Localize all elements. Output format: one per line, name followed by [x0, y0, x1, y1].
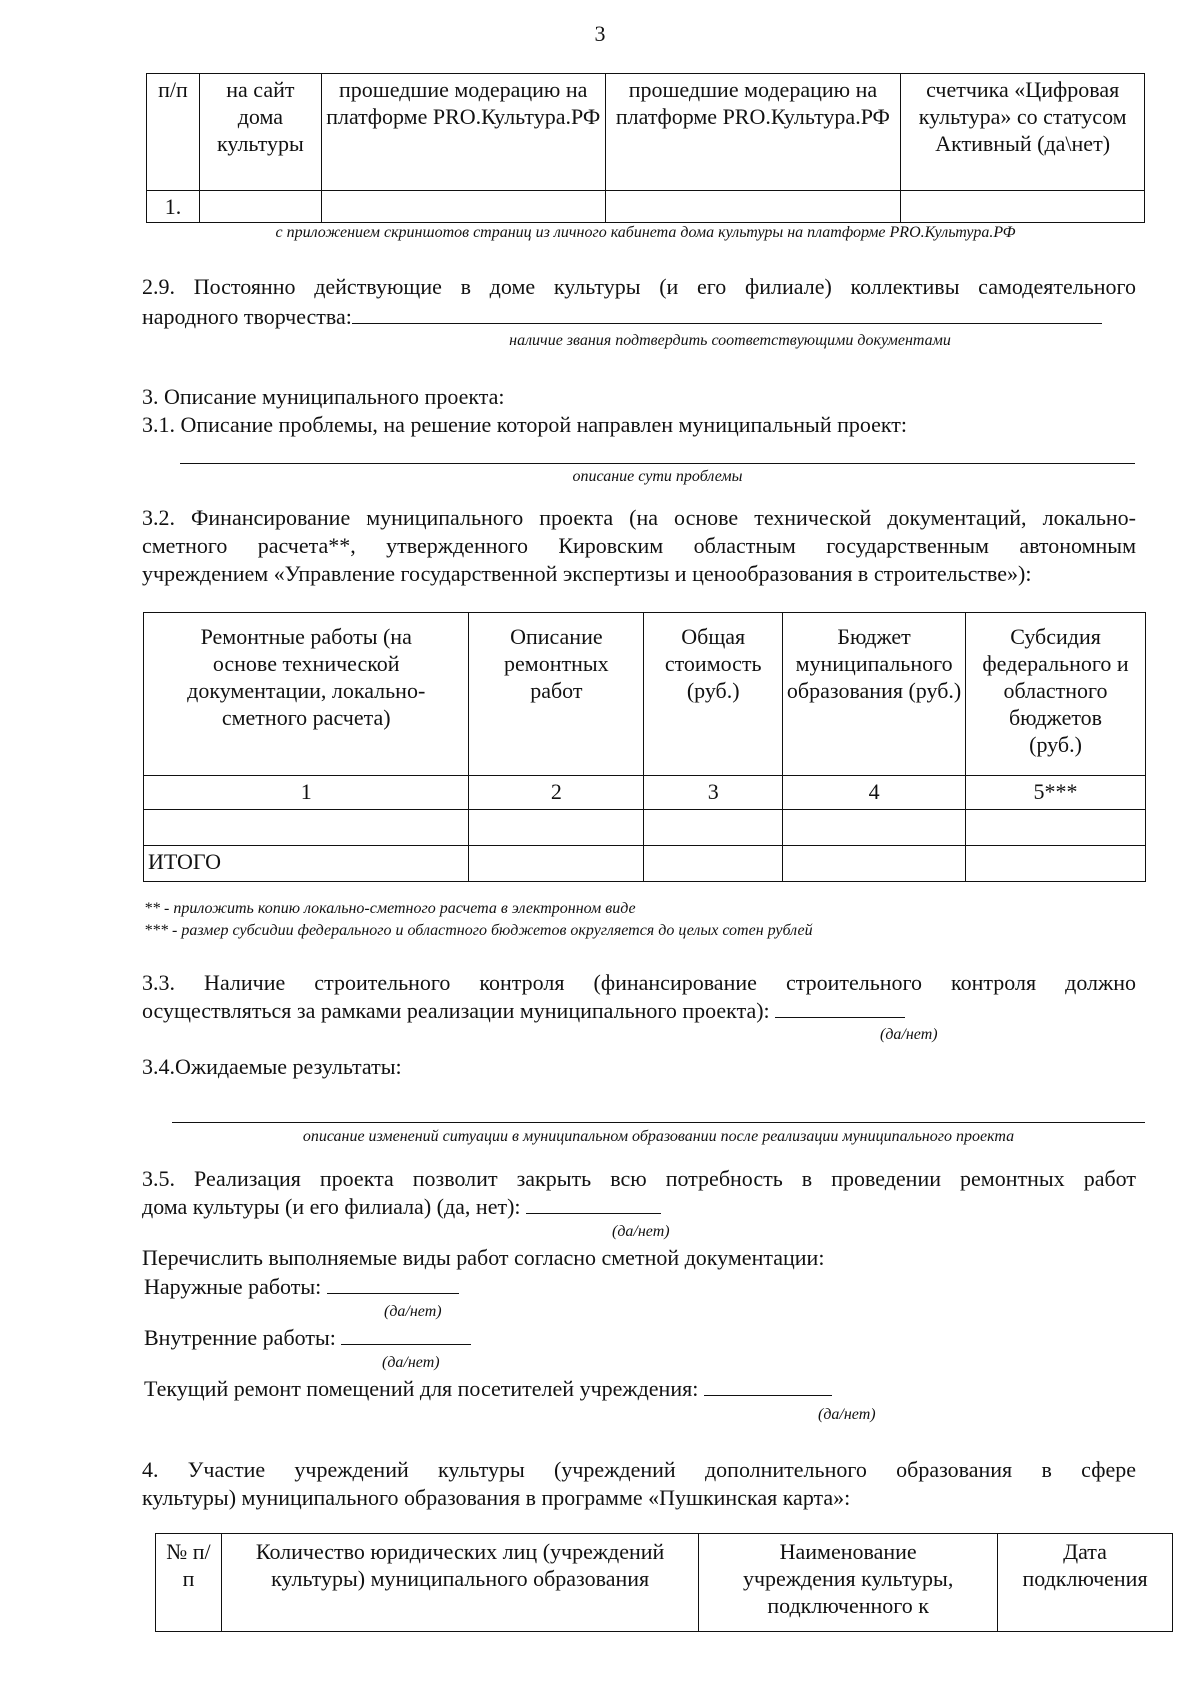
- s2-9-line2-text: народного творчества:: [142, 304, 352, 329]
- table-header-cell: Ремонтные работы (на основе технической документации, локально-сметного расчета): [144, 613, 469, 776]
- table-row: [147, 74, 1145, 191]
- s3-5-inner-note: (да/нет): [382, 1354, 440, 1371]
- table-cell: [966, 846, 1146, 882]
- table-cell: 1.: [147, 191, 200, 223]
- s3-5-current-note: (да/нет): [818, 1406, 876, 1423]
- table-cell: на сайт дома культуры: [199, 74, 321, 191]
- s3-5-inner-text: Внутренние работы:: [144, 1325, 336, 1350]
- s3-5-line1: 3.5. Реализация проекта позволит закрыть всю потребность в проведении ремонтных работ: [142, 1166, 1136, 1191]
- table-cell: п/п: [147, 74, 200, 191]
- table-cell: [469, 846, 644, 882]
- table-cell: [644, 846, 783, 882]
- s3-5-line2: [142, 1193, 661, 1220]
- table-header-cell: Субсидия федерального и областного бюджетов (руб.): [966, 613, 1146, 776]
- s3-5-current-blank: [704, 1375, 832, 1396]
- table-cell: [901, 191, 1145, 223]
- s3-2-line1: 3.2. Финансирование муниципального проекта (на основе технической документаций, локально-: [142, 505, 1136, 530]
- table-header-row: [144, 613, 1146, 776]
- table-header-cell: Описание ремонтных работ: [469, 613, 644, 776]
- table-cell: [144, 810, 469, 846]
- table-row: [147, 191, 1145, 223]
- s3-3-line2-text: осуществляться за рамками реализации муниципального проекта):: [142, 998, 770, 1023]
- table-header-cell: № п/п: [156, 1534, 222, 1632]
- table-header-row: [156, 1534, 1173, 1632]
- table-cell: [644, 810, 783, 846]
- s3-4-blank: [172, 1122, 1145, 1123]
- page-number: 3: [594, 21, 606, 46]
- s3-5-inner: [144, 1324, 471, 1351]
- s3-3-line1: 3.3. Наличие строительного контроля (финансирование строительного контроля должно: [142, 970, 1136, 995]
- s3-5-blank: [526, 1193, 661, 1214]
- s3-5-current: [144, 1375, 832, 1402]
- s3-2-line3: учреждением «Управление государственной экспертизы и ценообразования в строительстве»):: [142, 561, 1032, 586]
- s3-5-note: (да/нет): [612, 1223, 670, 1240]
- table-cell: 5***: [966, 776, 1146, 810]
- s3-5-inner-blank: [341, 1324, 471, 1345]
- table-cell: 2: [469, 776, 644, 810]
- s3-3-blank: [775, 997, 905, 1018]
- s2-9-line1: 2.9. Постоянно действующие в доме культуры (и его филиале) коллективы самодеятельного: [142, 274, 1136, 299]
- table-header-cell: Бюджет муниципального образования (руб.): [783, 613, 966, 776]
- s3-5-list-title: Перечислить выполняемые виды работ согласно сметной документации:: [142, 1245, 825, 1270]
- table-header-cell: Общая стоимость (руб.): [644, 613, 783, 776]
- s3-3-note: (да/нет): [880, 1026, 938, 1043]
- table-row: [144, 810, 1146, 846]
- table-cell: [199, 191, 321, 223]
- table-cell: [605, 191, 901, 223]
- s2-9-line2: [142, 303, 1136, 330]
- s3-1-note: описание сути проблемы: [572, 468, 743, 485]
- s2-9-note: наличие звания подтвердить соответствующими документами: [509, 332, 951, 349]
- table-site-moderation: [146, 73, 1145, 223]
- table-total-label: ИТОГО: [144, 846, 469, 882]
- s3-4-title: 3.4.Ожидаемые результаты:: [142, 1054, 402, 1079]
- s3-1: 3.1. Описание проблемы, на решение которой направлен муниципальный проект:: [142, 412, 908, 437]
- s3-5-outer-blank: [327, 1273, 459, 1294]
- table1-note: с приложением скриншотов страниц из личного кабинета дома культуры на платформе PRO.Культура.РФ: [275, 224, 1016, 241]
- table-header-cell: Дата подключения: [998, 1534, 1173, 1632]
- table-cell: [966, 810, 1146, 846]
- table-cell: [321, 191, 605, 223]
- s3-5-outer-note: (да/нет): [384, 1303, 442, 1320]
- s3-5-outer: [144, 1273, 459, 1300]
- table-pushkin-card: [155, 1533, 1173, 1632]
- table-cell: 4: [783, 776, 966, 810]
- s3-1-blank: [180, 463, 1135, 464]
- s3-2-line2: сметного расчета**, утвержденного Кировским областным государственным автономным: [142, 533, 1136, 558]
- table-financing: [143, 612, 1146, 882]
- table-header-cell: Наименование учреждения культуры, подключенного к: [699, 1534, 998, 1632]
- table-cell: [783, 810, 966, 846]
- table-cell: прошедшие модерацию на платформе PRO.Культура.РФ: [321, 74, 605, 191]
- s3-5-current-text: Текущий ремонт помещений для посетителей учреждения:: [144, 1376, 699, 1401]
- s3-5-outer-text: Наружные работы:: [144, 1274, 322, 1299]
- footnote-2: ** - приложить копию локально-сметного расчета в электронном виде: [144, 900, 636, 917]
- s3-title: 3. Описание муниципального проекта:: [142, 384, 505, 409]
- table-cell: [783, 846, 966, 882]
- s3-5-line2-text: дома культуры (и его филиала) (да, нет):: [142, 1194, 521, 1219]
- footnote-3: *** - размер субсидии федерального и областного бюджетов округляется до целых сотен рублей: [144, 922, 813, 939]
- s3-4-note: описание изменений ситуации в муниципальном образовании после реализации муниципального проекта: [302, 1128, 1015, 1145]
- table-cell: 1: [144, 776, 469, 810]
- table-header-cell: Количество юридических лиц (учреждений культуры) муниципального образования: [221, 1534, 698, 1632]
- table-total-row: [144, 846, 1146, 882]
- s2-9-blank: [352, 303, 1102, 324]
- s3-3-line2: [142, 997, 905, 1024]
- table-cell: 3: [644, 776, 783, 810]
- table-cell: счетчика «Цифровая культура» со статусом Активный (да\нет): [901, 74, 1145, 191]
- table-cell: прошедшие модерацию на платформе PRO.Культура.РФ: [605, 74, 901, 191]
- s4-line2: культуры) муниципального образования в программе «Пушкинская карта»:: [142, 1485, 851, 1510]
- table-cell: [469, 810, 644, 846]
- s4-line1: 4. Участие учреждений культуры (учреждений дополнительного образования в сфере: [142, 1457, 1136, 1482]
- table-number-row: [144, 776, 1146, 810]
